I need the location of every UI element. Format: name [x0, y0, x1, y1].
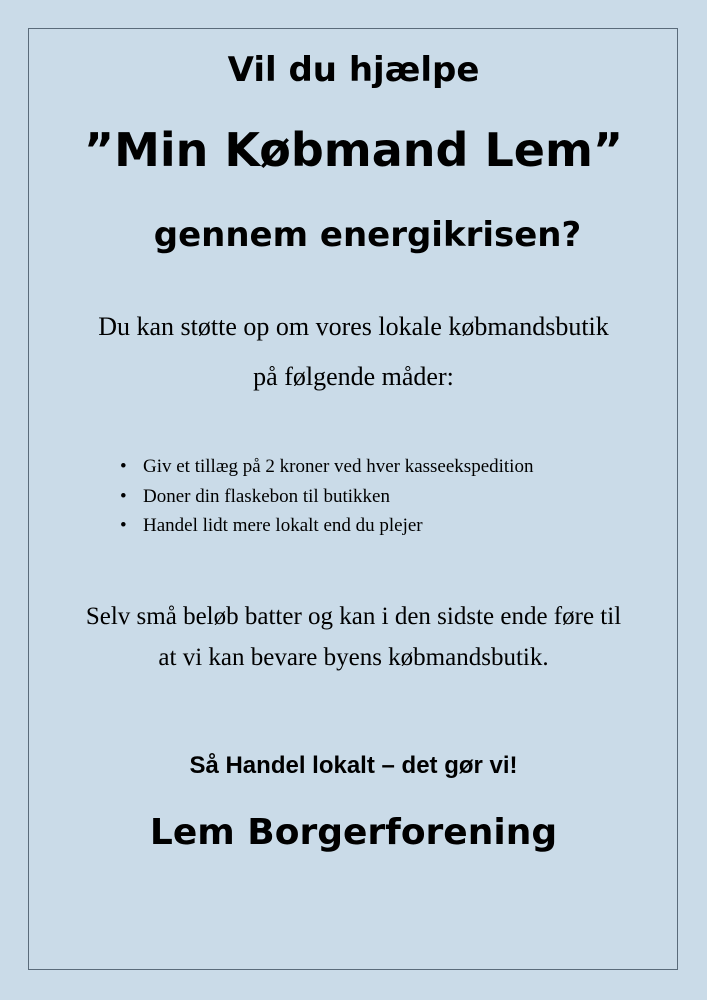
bullet-text: Doner din flaskebon til butikken	[143, 485, 390, 507]
bullet-icon: •	[120, 456, 127, 477]
heading-line-2: ”Min Købmand Lem”	[83, 123, 624, 177]
intro-line-1: Du kan støtte op om vores lokale købmandsbutik	[98, 312, 609, 341]
bullet-icon: •	[120, 515, 127, 536]
bullet-item	[120, 511, 533, 541]
signature: Lem Borgerforening	[149, 812, 558, 853]
heading-line-1: Vil du hjælpe	[227, 50, 480, 90]
slogan: Så Handel lokalt – det gør vi!	[189, 752, 518, 779]
closing-line-2: at vi kan bevare byens købmandsbutik.	[158, 644, 549, 671]
heading-line-3: gennem energikrisen?	[153, 215, 582, 255]
bullet-text: Handel lidt mere lokalt end du plejer	[143, 515, 423, 536]
intro-line-2: på følgende måder:	[253, 362, 454, 391]
bullet-text: Giv et tillæg på 2 kroner ved hver kasseekspedition	[143, 456, 534, 477]
bullet-item	[120, 482, 533, 512]
bullet-icon: •	[120, 485, 127, 507]
bullet-item	[120, 452, 533, 482]
bullet-list	[120, 452, 533, 541]
closing-line-1: Selv små beløb batter og kan i den sidste ende føre til	[85, 603, 622, 630]
